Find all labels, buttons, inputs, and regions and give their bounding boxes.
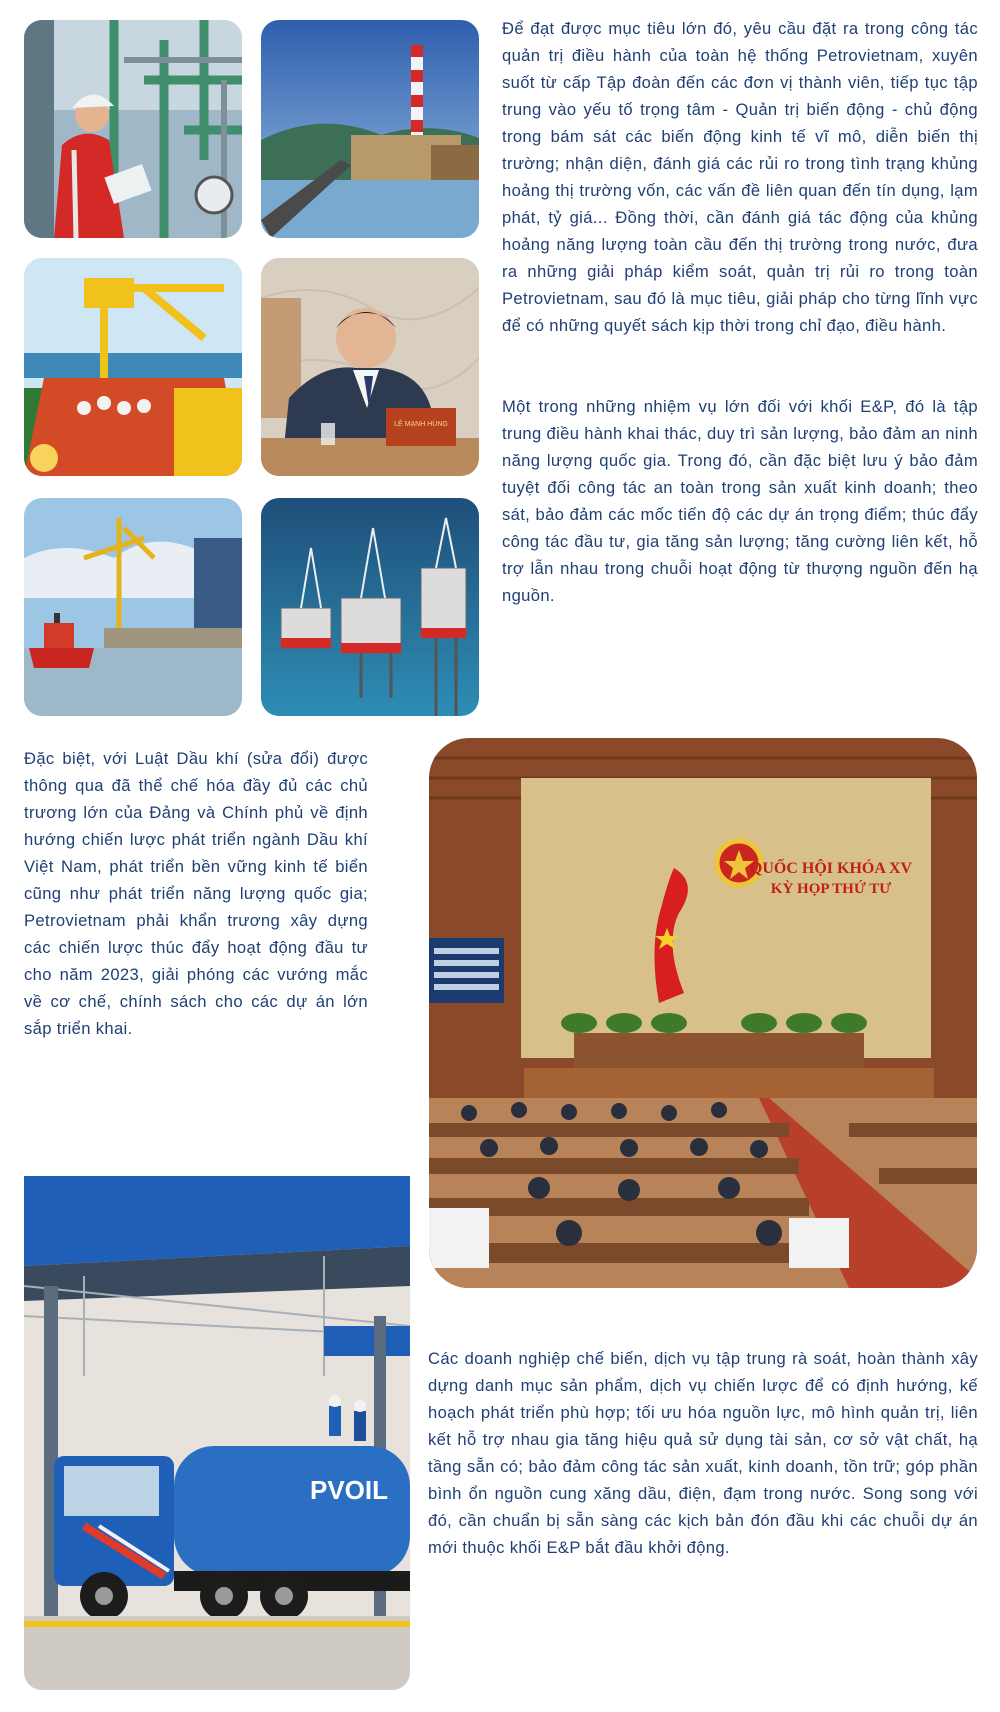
photo-power-plant	[261, 20, 479, 238]
photo-engineer-at-plant	[24, 20, 242, 238]
photo-port-ship	[24, 498, 242, 716]
nameplate-text: LÊ MẠNH HÙNG	[394, 421, 448, 428]
paragraph-ep-tasks: Một trong những nhiệm vụ lớn đối với khối E&P, đó là tập trung điều hành khai thác, duy trì sản lượng, bảo đảm an ninh năng lượng quốc gia. Trong đó, cần đặc biệt lưu ý bảo đảm tuyệt đối công tác an toàn trong sản xuất kinh doanh; theo sát, bảo đảm các mốc tiến độ các dự án trọng điểm; thúc đẩy công tác đầu tư, gia tăng sản lượng; tăng cường liên kết, hỗ trợ lẫn nhau trong chuỗi hoạt động từ thượng nguồn đến hạ nguồn.	[502, 397, 978, 605]
photo-offshore-platform-crane	[24, 258, 242, 476]
photo-pvoil-tanker	[24, 1176, 410, 1690]
tanker-brand-text: PVOIL	[309, 1475, 389, 1505]
paragraph-governance: Để đạt được mục tiêu lớn đó, yêu cầu đặt ra trong công tác quản trị điều hành của toàn hệ thống Petrovietnam, xuyên suốt từ cấp Tập đoàn đến các đơn vị thành viên, tiếp tục tập trung vào yếu tố trọng tâm - Quản trị biến động - chủ động trong bám sát các biến động kinh tế vĩ mô, diễn biến thị trường; nhận diện, đánh giá các rủi ro trong tình trạng khủng hoảng thị trường vốn, các vấn đề liên quan đến tín dụng, lạm phát, tỷ giá... Đồng thời, cần đánh giá tác động của khủng hoảng năng lượng toàn cầu đến thị trường trong nước, đưa ra những giải pháp kiểm soát, quản trị rủi ro trong toàn Petrovietnam, sau đó là mục tiêu, giải pháp cho từng lĩnh vực để có những quyết sách kịp thời trong chỉ đạo, điều hành.	[502, 19, 978, 335]
paragraph-processing-services: Các doanh nghiệp chế biến, dịch vụ tập trung rà soát, hoàn thành xây dựng danh mục sản phẩm, dịch vụ chiến lược để có định hướng, kế hoạch phát triển phù hợp; tối ưu hóa nguồn lực, mô hình quản trị, liên kết hỗ trợ nhau gia tăng hiệu quả sử dụng tài sản, cơ sở vật chất, hạ tầng sẵn có; bảo đảm công tác sản xuất, kinh doanh, tồn trữ; góp phần bình ổn nguồn cung xăng dầu, điện, đạm trong nước. Song song với đó, cần chuẩn bị sẵn sàng các kịch bản đón đầu khi các chuỗi dự án mới thuộc khối E&P bắt đầu khởi động.	[428, 1349, 978, 1557]
photo-national-assembly	[429, 738, 977, 1288]
assembly-banner-line2: KỲ HỌP THỨ TƯ	[770, 881, 892, 897]
photo-offshore-rigs	[261, 498, 479, 716]
photo-leader-at-desk	[261, 258, 479, 476]
paragraph-petroleum-law: Đặc biệt, với Luật Dầu khí (sửa đổi) được thông qua đã thể chế hóa đầy đủ các chủ trương lớn của Đảng và Chính phủ về định hướng chiến lược phát triển ngành Dầu khí Việt Nam, phát triển bền vững kinh tế biển cũng như phát triển năng lượng quốc gia; Petrovietnam phải khẩn trương xây dựng các chiến lược thúc đẩy hoạt động đầu tư cho năm 2023, giải phóng các vướng mắc về cơ chế, chính sách cho các dự án lớn sắp triển khai.	[24, 749, 368, 1038]
assembly-banner-line1: QUỐC HỘI KHÓA XV	[749, 860, 913, 877]
